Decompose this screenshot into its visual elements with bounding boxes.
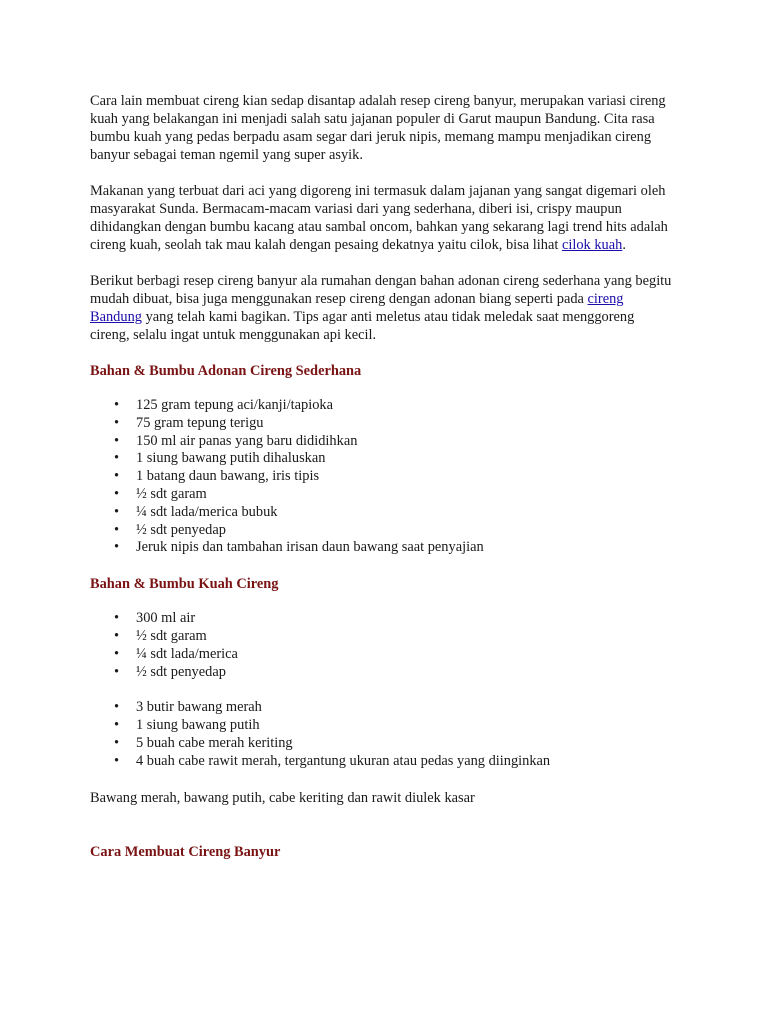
- list-item: [114, 539, 672, 557]
- list-item: [114, 645, 672, 664]
- list-item-text: ¼ sdt lada/merica: [136, 645, 238, 662]
- bullet-icon: •: [114, 468, 120, 485]
- list-item-text: 4 buah cabe rawit merah, tergantung ukuran atau pedas yang diinginkan: [136, 752, 551, 769]
- bullet-icon: •: [114, 610, 120, 627]
- list-item-text: 1 siung bawang putih: [136, 717, 260, 734]
- bullet-icon: •: [114, 734, 120, 751]
- intro-paragraph-3-text-after: yang telah kami bagikan. Tips agar anti meletus atau tidak meledak saat menggoreng cireng, selalu ingat untuk menggunakan api kecil.: [90, 309, 635, 343]
- intro-paragraph-3-text-before: Berikut berbagi resep cireng banyur ala rumahan dengan bahan adonan cireng sederhana yang begitu mudah dibuat, bisa juga menggunakan resep cireng dengan adonan biang seperti pada: [90, 273, 672, 307]
- list-item: [114, 397, 672, 415]
- heading-bahan-adonan: Bahan & Bumbu Adonan Cireng Sederhana: [90, 363, 362, 379]
- intro-paragraph-2: [90, 182, 672, 254]
- list-bahan-kuah-2: [90, 699, 672, 770]
- intro-paragraph-2-text: Makanan yang terbuat dari aci yang digoreng ini termasuk dalam jajanan yang sangat digemari oleh masyarakat Sunda. Bermacam-macam variasi dari yang sederhana, diberi isi, crispy maupun dihidangkan dengan bumbu kacang atau sambal oncom, bahkan yang sekarang lagi trend hits adalah cireng kuah, seolah tak mau kalah dengan pesaing dekatnya yaitu cilok, bisa lihat: [90, 183, 668, 253]
- list-item: [114, 414, 672, 433]
- list-item-text: ½ sdt penyedap: [136, 663, 226, 680]
- list-item-text: 150 ml air panas yang baru dididihkan: [136, 432, 358, 449]
- bullet-icon: •: [114, 699, 120, 716]
- bullet-icon: •: [114, 521, 120, 538]
- cilok-kuah-link[interactable]: cilok kuah: [561, 237, 623, 253]
- list-item-text: 75 gram tepung terigu: [136, 414, 264, 431]
- list-item-text: ½ sdt garam: [136, 627, 207, 644]
- list-item: [114, 503, 672, 522]
- list-item-text: 300 ml air: [136, 610, 196, 627]
- bullet-icon: •: [114, 397, 120, 413]
- bullet-icon: •: [114, 450, 120, 467]
- bullet-icon: •: [114, 645, 120, 662]
- intro-paragraph-3: [90, 272, 672, 344]
- list-item: [114, 699, 672, 717]
- list-item-text: Jeruk nipis dan tambahan irisan daun bawang saat penyajian: [136, 539, 484, 556]
- list-bahan-adonan: [90, 397, 672, 557]
- list-item-text: 1 batang daun bawang, iris tipis: [136, 468, 320, 485]
- list-item-text: ½ sdt penyedap: [136, 521, 226, 538]
- list-item-text: 125 gram tepung aci/kanji/tapioka: [136, 397, 334, 413]
- heading-bahan-kuah: Bahan & Bumbu Kuah Cireng: [90, 576, 279, 593]
- note-bumbu-ulek: Bawang merah, bawang putih, cabe keriting dan rawit diulek kasar: [90, 789, 475, 806]
- list-item-text: 3 butir bawang merah: [136, 699, 262, 716]
- intro-paragraph-1: Cara lain membuat cireng kian sedap disantap adalah resep cireng banyur, merupakan variasi cireng kuah yang belakangan ini menjadi salah satu jajanan populer di Garut maupun Bandung. Cita rasa bumbu kuah yang pedas berpadu asam segar dari jeruk nipis, memang mampu menjadikan cireng banyur sebagai teman ngemil yang super asyik.: [90, 93, 666, 163]
- bullet-icon: •: [114, 414, 120, 431]
- list-item: [114, 627, 672, 646]
- list-item-text: ¼ sdt lada/merica bubuk: [136, 503, 278, 520]
- cireng-bandung-link[interactable]: cireng Bandung: [90, 291, 624, 325]
- list-item: [114, 663, 672, 682]
- heading-cara-membuat: Cara Membuat Cireng Banyur: [90, 843, 281, 860]
- list-item: [114, 717, 672, 735]
- bullet-icon: •: [114, 485, 120, 502]
- list-item: [114, 752, 672, 771]
- bullet-icon: •: [114, 717, 120, 734]
- bullet-icon: •: [114, 432, 120, 449]
- list-item: [114, 610, 672, 628]
- bullet-icon: •: [114, 503, 120, 520]
- bullet-icon: •: [114, 627, 120, 644]
- list-item: [114, 521, 672, 540]
- list-item: [114, 450, 672, 468]
- list-item-text: 1 siung bawang putih dihaluskan: [136, 450, 326, 467]
- intro-paragraph-2-end: .: [622, 237, 626, 253]
- list-item: [114, 485, 672, 504]
- list-item: [114, 432, 672, 451]
- list-item: [114, 468, 672, 486]
- bullet-icon: •: [114, 752, 120, 769]
- bullet-icon: •: [114, 663, 120, 680]
- list-item: [114, 734, 672, 753]
- list-item-text: ½ sdt garam: [136, 485, 207, 502]
- list-item-text: 5 buah cabe merah keriting: [136, 734, 293, 751]
- bullet-icon: •: [114, 539, 120, 556]
- list-bahan-kuah-1: [90, 610, 672, 681]
